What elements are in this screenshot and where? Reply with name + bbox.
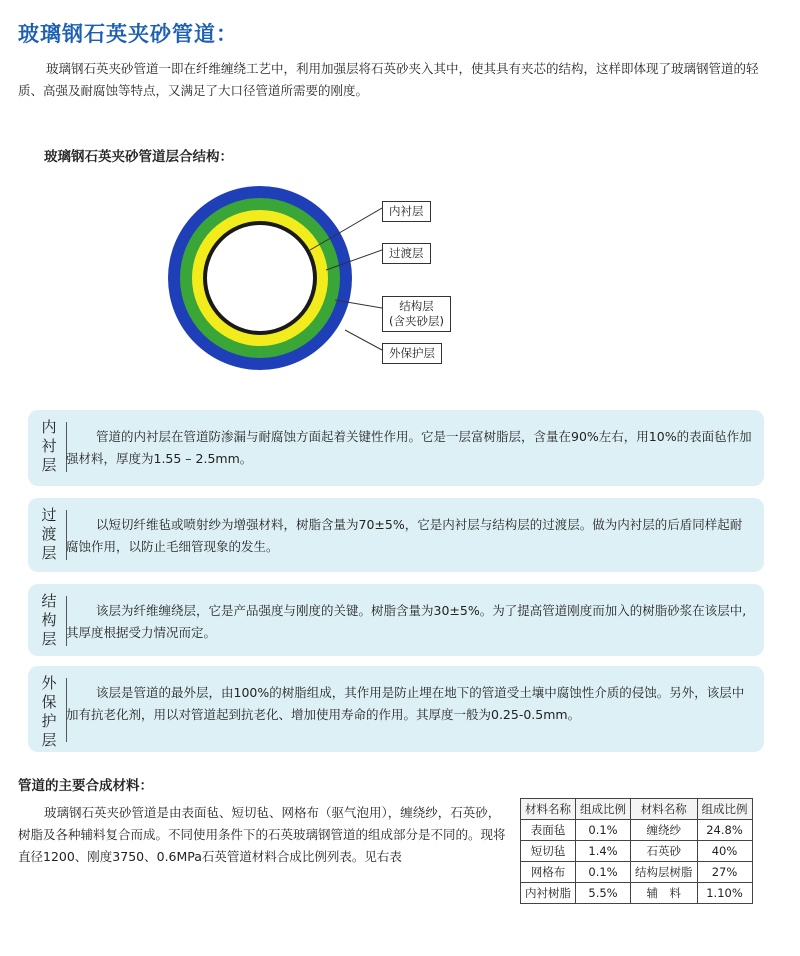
layer-label: 内 衬 层 bbox=[41, 418, 57, 474]
column-header: 组成比例 bbox=[576, 799, 631, 820]
table-cell: 缠绕纱 bbox=[631, 820, 698, 841]
page-title: 玻璃钢石英夹砂管道： bbox=[18, 22, 238, 46]
table-cell: 石英砂 bbox=[631, 841, 698, 862]
layer-box-outer bbox=[28, 666, 764, 752]
layer-description: 该层是管道的最外层，由100%的树脂组成，其作用是防止埋在地下的管道受土壤中腐蚀性介质的侵蚀。另外，该层中加有抗老化剂，用以对管道起到抗老化、增加使用寿命的作用。其厚度一般为0.25-0.5mm。 bbox=[66, 685, 745, 722]
table-cell: 表面毡 bbox=[521, 820, 576, 841]
table-cell: 27% bbox=[697, 862, 752, 883]
column-header: 材料名称 bbox=[521, 799, 576, 820]
materials-heading: 管道的主要合成材料： bbox=[18, 778, 153, 794]
table-cell: 40% bbox=[697, 841, 752, 862]
table-cell: 24.8% bbox=[697, 820, 752, 841]
table-row bbox=[521, 841, 753, 862]
layer-description: 以短切纤维毡或喷射纱为增强材料，树脂含量为70±5%，它是内衬层与结构层的过渡层。做为内衬层的后盾同样起耐腐蚀作用，以防止毛细管现象的发生。 bbox=[66, 517, 743, 554]
pipe-core bbox=[207, 225, 313, 331]
layer-description: 该层为纤维缠绕层，它是产品强度与刚度的关键。树脂含量为30±5%。为了提高管道刚度而加入的树脂砂浆在该层中,其厚度根据受力情况而定。 bbox=[66, 603, 747, 640]
table-cell: 1.4% bbox=[576, 841, 631, 862]
materials-paragraph: 玻璃钢石英夹砂管道是由表面毡、短切毡、网格布（驱气泡用），缠绕纱，石英砂，树脂及各种辅料复合而成。不同使用条件下的石英玻璃钢管道的组成部分是不同的。现将直径1200、刚度3750、0.6MPa石英管道材料合成比例列表。见右表 bbox=[18, 805, 506, 864]
layer-box-transition bbox=[28, 498, 764, 572]
layer-label: 过 渡 层 bbox=[41, 506, 57, 562]
table-row bbox=[521, 862, 753, 883]
callout-outer: 外保护层 bbox=[382, 343, 442, 364]
column-header: 材料名称 bbox=[631, 799, 698, 820]
layer-box-liner bbox=[28, 410, 764, 486]
table-cell: 结构层树脂 bbox=[631, 862, 698, 883]
leader-line-outer bbox=[345, 330, 382, 350]
column-header: 组成比例 bbox=[697, 799, 752, 820]
layer-box-structural bbox=[28, 584, 764, 656]
callout-liner: 内衬层 bbox=[382, 201, 431, 222]
table-header-row bbox=[521, 799, 753, 820]
table-cell: 1.10% bbox=[697, 883, 752, 904]
callout-transition: 过渡层 bbox=[382, 243, 431, 264]
layer-label: 外 保 护 层 bbox=[41, 674, 57, 749]
materials-table bbox=[520, 798, 753, 904]
table-row bbox=[521, 820, 753, 841]
structure-heading: 玻璃钢石英夹砂管道层合结构： bbox=[44, 149, 233, 165]
layer-label: 结 构 层 bbox=[41, 592, 57, 648]
table-cell: 0.1% bbox=[576, 820, 631, 841]
table-cell: 5.5% bbox=[576, 883, 631, 904]
table-cell: 内衬树脂 bbox=[521, 883, 576, 904]
callout-structural: 结构层 (含夹砂层) bbox=[382, 296, 451, 332]
intro-paragraph: 玻璃钢石英夹砂管道一即在纤维缠绕工艺中，利用加强层将石英砂夹入其中，使其具有夹芯的结构，这样即体现了玻璃钢管道的轻质、高强及耐腐蚀等特点，又满足了大口径管道所需要的刚度。 bbox=[18, 61, 759, 98]
table-cell: 网格布 bbox=[521, 862, 576, 883]
table-row bbox=[521, 883, 753, 904]
table-cell: 短切毡 bbox=[521, 841, 576, 862]
table-cell: 辅 料 bbox=[631, 883, 698, 904]
table-cell: 0.1% bbox=[576, 862, 631, 883]
layer-description: 管道的内衬层在管道防渗漏与耐腐蚀方面起着关键性作用。它是一层富树脂层，含量在90%左右，用10%的表面毡作加强材料，厚度为1.55 – 2.5mm。 bbox=[66, 429, 752, 466]
